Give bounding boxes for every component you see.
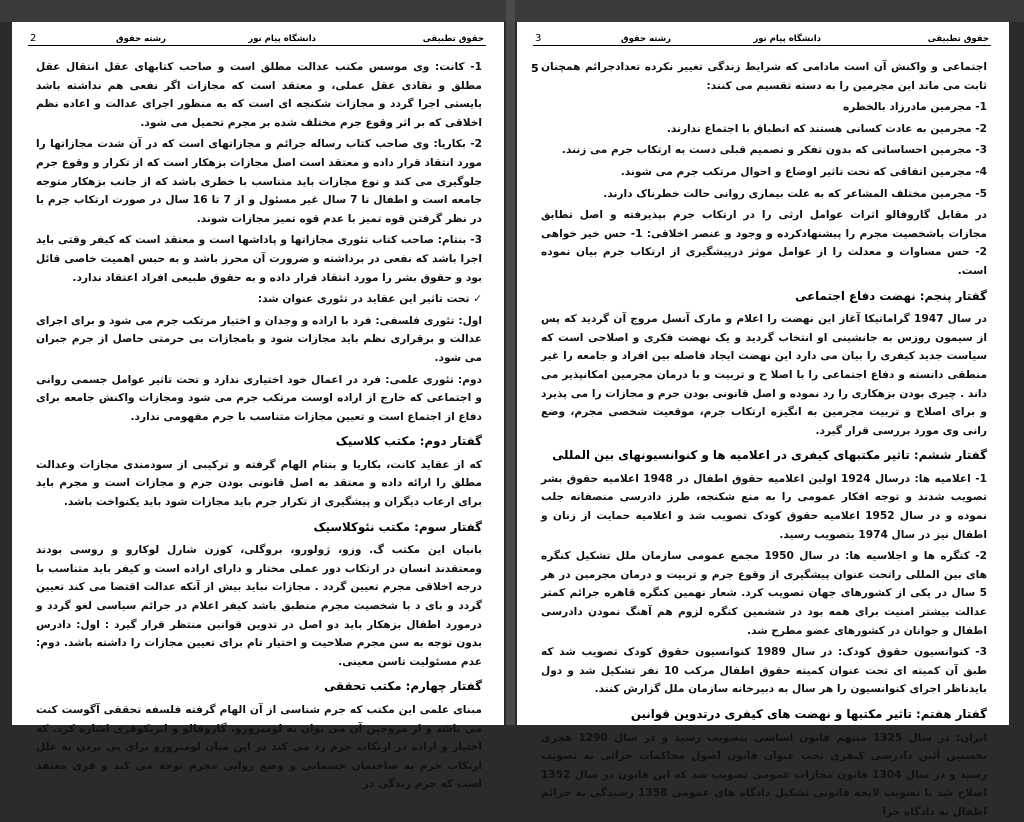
section-heading-neoclassical: گفتار سوم: مکتب نئوکلاسیک <box>313 519 482 534</box>
paragraph-child-convention: 3- کنوانسیون حقوق کودک: در سال 1989 کنوانسیون حقوق کودک تصویب شد که طبق آن کمیته ای تحت عنوان کمیته حقوق اطفال مرکب 10 نفر تشکیل شد و دول بایدناظر اجرای کنوانسیون را هر سال به دبیرخانه سازمان ملل گزارش کنند. <box>541 646 987 696</box>
page-header <box>533 32 991 46</box>
list-item: 5- مجرمین مختلف المشاعر که به علت بیماری روانی حالت خطرناک دارند. <box>603 187 987 200</box>
paragraph-congresses: 2- کنگره ها و اجلاسیه ها: در سال 1950 مجمع عمومی سازمان ملل تشکیل کنگره های بین المللی راتحت عنوان پیشگیری از وقوع جرم و تربیت و درمان مجرمین در هر 5 سال در یکی از کشورهای جهان تصویب کرد. شعار نهمین کنگره قاهره جرائم کمتر عدالت بیشتر امنیت برای همه بود در ششمین کنگره لزوم هم آهنگ نمودن دادرسی اطفال و جوانان در کشورهای عضو مطرح شد. <box>541 550 987 637</box>
page-body <box>541 58 988 818</box>
list-item: 2- مجرمین به عادت کسانی هستند که انطباق با اجتماع ندارند. <box>666 122 987 135</box>
section-heading-positivist: گفتار چهارم: مکتب تحققی <box>324 679 482 694</box>
paragraph-neoclassical: بانیان این مکتب گ. وزو، ژولورو، بروگلی، کوزن شارل لوکارو و روسی بودند ومعتقدند انسان در ارتکاب دور عملی مختار و دارای اراده است و کیفر باید متناسب با درجه اخلاقی مجرم تعیین گردد . مجازات نباید بیش از آنکه عدالت اقتضا می کند تعیین گردد و بای د با شخصیت مجرم منطبق باشد کیفر اعلام در جرائم سیاسی لغو گردد و درمورد اطفال بزهکار باید دو اصل در تدوین قوانین منتظر قرار گیرد : اول: دادرس بدون توجه به سن مجرم صلاحیت و اختیار تام برای تعیین مجازات را داشته باشد. دوم: عدم مسئولیت تاسن معینی. <box>36 544 482 668</box>
paragraph-philosophical-theory: اول: تئوری فلسفی: فرد با اراده و وجدان و اختیار مرتکب جرم می شود و برای اجرای عدالت و برقراری نظم باید مجازات شود و بامجازات بی حرمتی حاصل از جرم جبران می شود. <box>36 314 482 364</box>
list-item: 1- مجرمین مادرزاد بالخطره <box>842 101 987 114</box>
section-heading-international: گفتار ششم: تاثیر مکتبهای کیفری در اعلامیه ها و کنوانسیونهای بین المللی <box>552 448 987 463</box>
paragraph-theories-intro: ✓ تحت تاثیر این عقاید در تئوری عنوان شد: <box>257 293 482 306</box>
list-item: 3- مجرمین احساساتی که بدون تفکر و تصمیم قبلی دست به ارتکاب جرم می زنند. <box>561 144 987 157</box>
paragraph-positivist: مبنای علمی این مکتب که جرم شناسی از آن الهام گرفته فلسفه تحققی آگوست کنت می باشد و از مروجین آن می توان به لومبروزو، گاروفالو و انریکوفری اشاره کرد. که اختیار و اراده در ارتکاب جرم رد می کند در این میان لومبروزو برای پی بردن به علل ارتکاب جرم به ساختمان جسمانی و وضع روانی مجرم توجه می کند و فری معتقد است که جرم زندگی در <box>36 704 482 791</box>
paragraph-declarations: 1- اعلامیه ها: درسال 1924 اولین اعلامیه حقوق اطفال در 1948 اعلامیه حقوق بشر تصویب شدند و توجه افکار عمومی را به منع شکنجه، طرز دادرسی منصفانه جلب نموده و در سال 1952 اعلامیه حقوق کودک تصویب شد و اعلامیه حمایت از زنان و اطفال نیز در سال 1974 بتصویب رسید. <box>541 472 987 541</box>
paragraph-classical: که از عقاید کانت، بکاریا و بنتام الهام گرفته و ترکیبی از سودمندی مجازات وعدالت مطلق را ارائه داده و معتقد به اصل قانونی بودن جرم و مجازات است و مجرم باید برای ارعاب دیگران و پیشگیری از تکرار جرم باید مجازات شود باید یکنواخت باشد. <box>36 458 482 509</box>
paragraph-bentham: 3- بنتام: صاحب کتاب تئوری مجازاتها و پاداشها است و معتقد است که کیفر وقتی باید اجرا باشد که نفعی در برداشته و ضرورت آن محرز باشد و به حبس اهمیت خاصی قائل بود و حقوق بشر را مورد انتقاد قرار داده و به حقوق طبیعی افراد اعتقاد ندارد. <box>36 234 482 284</box>
paragraph-iran: ایران: در سال 1325 منتهم قانون اساسی بتصویب رسید و در سال 1290 هجری نخستین آئین دادرسی کیفری تحت عنوان قانون اصول محاکمات جزائی به تصویب رسید و در سال 1304 قانون مجازات عمومی تصویب شد که این قانون در سال 1352 اصلاح شد با تصویب لایحه قانونی تشکیل دادگاه های عمومی 1358 رسیدگی به جرائم اطفال به دادگاه جزا <box>541 731 988 818</box>
page-number: 3 <box>535 33 542 44</box>
paragraph-positivist-continued: اجتماعی و واکنش آن است مادامی که شرایط زندگی تغییر نکرده تعدادجرائم همچنان ثابت می ماند این مجرمین را به دسته تقسیم می کنند: <box>541 61 987 92</box>
document-page-left <box>12 22 504 791</box>
page-header <box>28 32 486 46</box>
paragraph-social-defense: در سال 1947 گراماتیکا آغاز این نهضت را اعلام و مارک آنسل مروج آن گردید که پس از سیمون روزس به جانشینی او انتخاب گردید و یک نهضت فکری و اصلاحی است که سیاست جدید کیفری را بیان می دارد این نهضت ایجاد فاصله بین افراد و جامعه را غیر منطقی دانسته و دفاع اجتماعی را با اصلا ح و تربیت و با درمان مجرمین امکانپذیر می داند . چیری بودن بزهکاری را رد نموده و اصل قانونی بودن جرم و مجازات را می پذیرد و برای اصلاح و تربیت مجرمین به انگیزه ارتکاب جرم، موقعیت شخصی مجرم، وضع رانی وی مورد بررسی قرار گیرد. <box>541 313 987 437</box>
paragraph-kant: 1- کانت: وی موسس مکتب عدالت مطلق است و صاحب کتابهای عقل انتقال عقل مطلق و نقادی عقل عملی، و معتقد است که مجازات اگر نفعی هم نداشته باشد بایستی اجرا گردد و مجازات شکنجه ای است که به منظور اجرای عدالت و اعاده نظم اخلاقی که بر اثر وقوع جرم مختلف شده بر مجرم تحمیل می شود. <box>36 61 482 129</box>
header-field-major: رشته حقوق <box>620 34 671 44</box>
document-page-right <box>517 22 1009 818</box>
page-body <box>36 58 482 791</box>
header-course-title: حقوق تطبیقی <box>422 34 484 44</box>
header-university: دانشگاه پیام نور <box>248 34 316 44</box>
section-heading-legislation: گفتار هفتم: تاثیر مکتبها و نهضت های کیفری درتدوین قوانین <box>630 707 987 721</box>
paragraph-beccaria: 2- بکاریا: وی صاحب کتاب رساله جرائم و مجازاتهای است که در آن شدت مجازاتها را مورد انتقاد قرار داده و معتقد است اصل مجازات بزهکار است که از تکرار و وقوع جرم جلوگیری می کند و نوع مجازات باید متناسب با خطری باشد که از جانب بزهکار متوجه جامعه است و اطفال تا 7 سال غیر مسئول و از 7 تا 16 سال در صورت ارتکاب جرم با در نظر گرفتن قوه تمیز با عدم قوه تمیز مجازات شوند. <box>36 138 482 225</box>
margin-number: 5 <box>531 62 539 75</box>
paragraph-garofalo: در مقابل گاروفالو اثرات عوامل ارثی را در ارتکاب جرم بپذیرفته و اصل تطابق مجازات باشخصیت مجرم را پیشنهادکرده و وجود و عنصر اخلاقی: 1- حس خیر خواهی 2- حس مساوات و معدلت را از عوامل موثر درپیشگیری از ارتکاب جرم بیان نموده است. <box>541 209 987 277</box>
page-gutter <box>506 0 515 725</box>
header-field-major: رشته حقوق <box>115 34 166 44</box>
paragraph-scientific-theory: دوم: تئوری علمی: فرد در اعمال خود اختیاری ندارد و تحت تاثیر عوامل جسمی روانی و اجتماعی که خارج از اراده اوست مرتکب جرم می شود ومجازات واکنش جامعه برای دفاع از اجتماع است و تعیین مجازات متناسب با جرم مفهومی ندارد. <box>36 373 482 423</box>
section-heading-social-defense: گفتار پنجم: نهضت دفاع اجتماعی <box>795 288 987 303</box>
list-item: 4- مجرمین اتفاقی که تحت تاثیر اوضاع و احوال مرتکب جرم می شوند. <box>620 165 987 178</box>
page-number: 2 <box>30 33 37 44</box>
header-course-title: حقوق تطبیقی <box>927 34 989 44</box>
header-university: دانشگاه پیام نور <box>753 34 821 44</box>
section-heading-classical: گفتار دوم: مکتب کلاسیک <box>335 434 482 449</box>
